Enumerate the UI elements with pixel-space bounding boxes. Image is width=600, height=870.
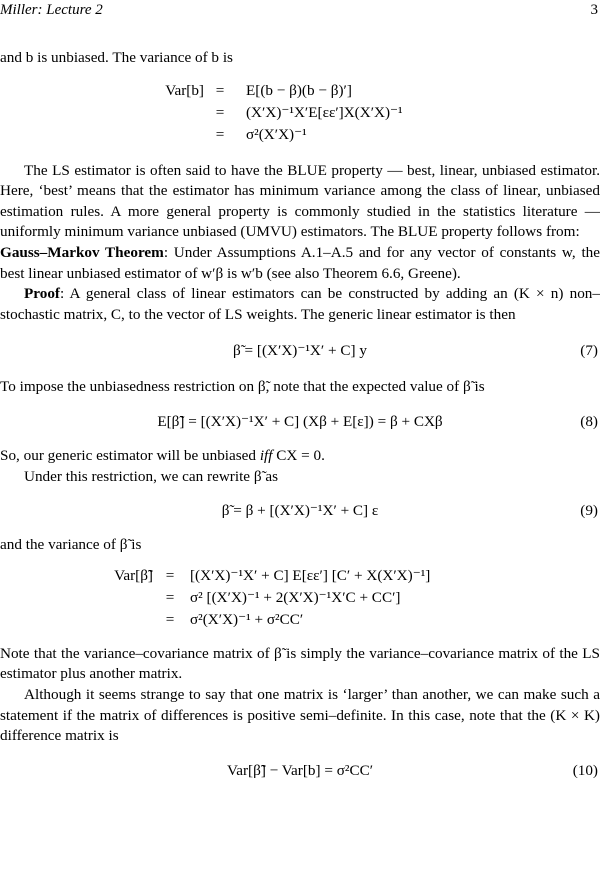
page-number: 3 bbox=[590, 2, 598, 18]
equals-sign: = bbox=[215, 103, 225, 121]
var-b-row-3: σ²(X′X)⁻¹ bbox=[246, 125, 307, 143]
proof-title: Proof bbox=[24, 285, 60, 303]
var-btilde-lhs: Var[β̃] bbox=[114, 566, 153, 584]
equation-8-body: E[β̃] = [(X′X)⁻¹X′ + C] (Xβ + E[ε]) = β + CXβ bbox=[157, 412, 443, 430]
var-b-row-1: E[(b − β)(b − β)′] bbox=[246, 81, 352, 99]
equals-sign: = bbox=[165, 610, 175, 628]
iff-word: iff bbox=[259, 446, 273, 464]
paragraph-intro: and b is unbiased. The variance of b is bbox=[0, 49, 233, 66]
proof-paragraph bbox=[0, 284, 600, 325]
theorem-text: : Under Assumptions A.1–A.5 and for any vector of constants w, the best linear unbiased estimator of w′β is w′b (see also Theorem 6.6, Greene). bbox=[0, 243, 600, 282]
equation-10-body: Var[β̃] − Var[b] = σ²CC′ bbox=[226, 761, 374, 779]
equation-10-number: (10) bbox=[572, 761, 598, 779]
equation-var-btilde bbox=[0, 566, 600, 632]
equation-9-body: β̃ = β + [(X′X)⁻¹X′ + C] ε bbox=[221, 502, 379, 520]
theorem-title: Gauss–Markov Theorem bbox=[0, 243, 164, 261]
equation-8 bbox=[0, 412, 600, 434]
equation-var-b bbox=[0, 81, 600, 147]
equation-9-number: (9) bbox=[580, 502, 598, 520]
paragraph-unbiasedness: To impose the unbiasedness restriction on β̃, note that the expected value of β̃ is bbox=[0, 378, 485, 396]
paragraph-note: Note that the variance–covariance matrix of β̃ is simply the variance–covariance matrix of the LS estimator plus another matrix. bbox=[0, 644, 600, 683]
equation-8-number: (8) bbox=[580, 412, 598, 430]
running-title: Miller: Lecture 2 bbox=[0, 2, 103, 18]
equation-9 bbox=[0, 501, 600, 523]
var-b-row-2: (X′X)⁻¹X′E[εε′]X(X′X)⁻¹ bbox=[246, 103, 403, 121]
paragraph-blue: The LS estimator is often said to have the BLUE property — best, linear, unbiased estimator. Here, ‘best’ means that the estimator has minimum variance among the class of linear, unbiased estimation rules. A more general property is commonly studied in the statistics literature — uniformly minimum variance unbiased (UMVU) estimators. The BLUE property follows from: bbox=[0, 161, 600, 241]
paragraph-larger: Although it seems strange to say that one matrix is ‘larger’ than another, we can make such a statement if the matrix of differences is positive semi–definite. In this case, note that the (K × K) difference matrix is bbox=[0, 685, 600, 745]
paragraph-variance-of-btilde: and the variance of β̃ is bbox=[0, 536, 142, 554]
equation-7-number: (7) bbox=[580, 342, 598, 360]
page-header bbox=[0, 0, 600, 20]
var-b-lhs: Var[b] bbox=[165, 81, 204, 99]
var-btilde-row-1: [(X′X)⁻¹X′ + C] E[εε′] [C′ + X(X′X)⁻¹] bbox=[190, 566, 431, 584]
equation-7-body: β̃ = [(X′X)⁻¹X′ + C] y bbox=[233, 342, 367, 360]
equals-sign: = bbox=[165, 588, 175, 606]
equals-sign: = bbox=[165, 566, 175, 584]
paragraph-rewrite: Under this restriction, we can rewrite β̃ as bbox=[24, 467, 279, 485]
proof-text: : A general class of linear estimators can be constructed by adding an (K × n) non–stochastic matrix, C, to the vector of LS weights. The generic linear estimator is then bbox=[0, 285, 600, 323]
paragraph-unbiased-iff: So, our generic estimator will be unbiased iff CX = 0. bbox=[0, 446, 325, 464]
theorem-paragraph bbox=[0, 243, 600, 284]
equals-sign: = bbox=[215, 81, 225, 99]
var-btilde-row-3: σ²(X′X)⁻¹ + σ²CC′ bbox=[190, 610, 304, 628]
page-body bbox=[0, 48, 600, 783]
equals-sign: = bbox=[215, 125, 225, 143]
var-btilde-row-2: σ² [(X′X)⁻¹ + 2(X′X)⁻¹X′C + CC′] bbox=[190, 588, 401, 606]
equation-7 bbox=[0, 341, 600, 363]
equation-10 bbox=[0, 761, 600, 783]
